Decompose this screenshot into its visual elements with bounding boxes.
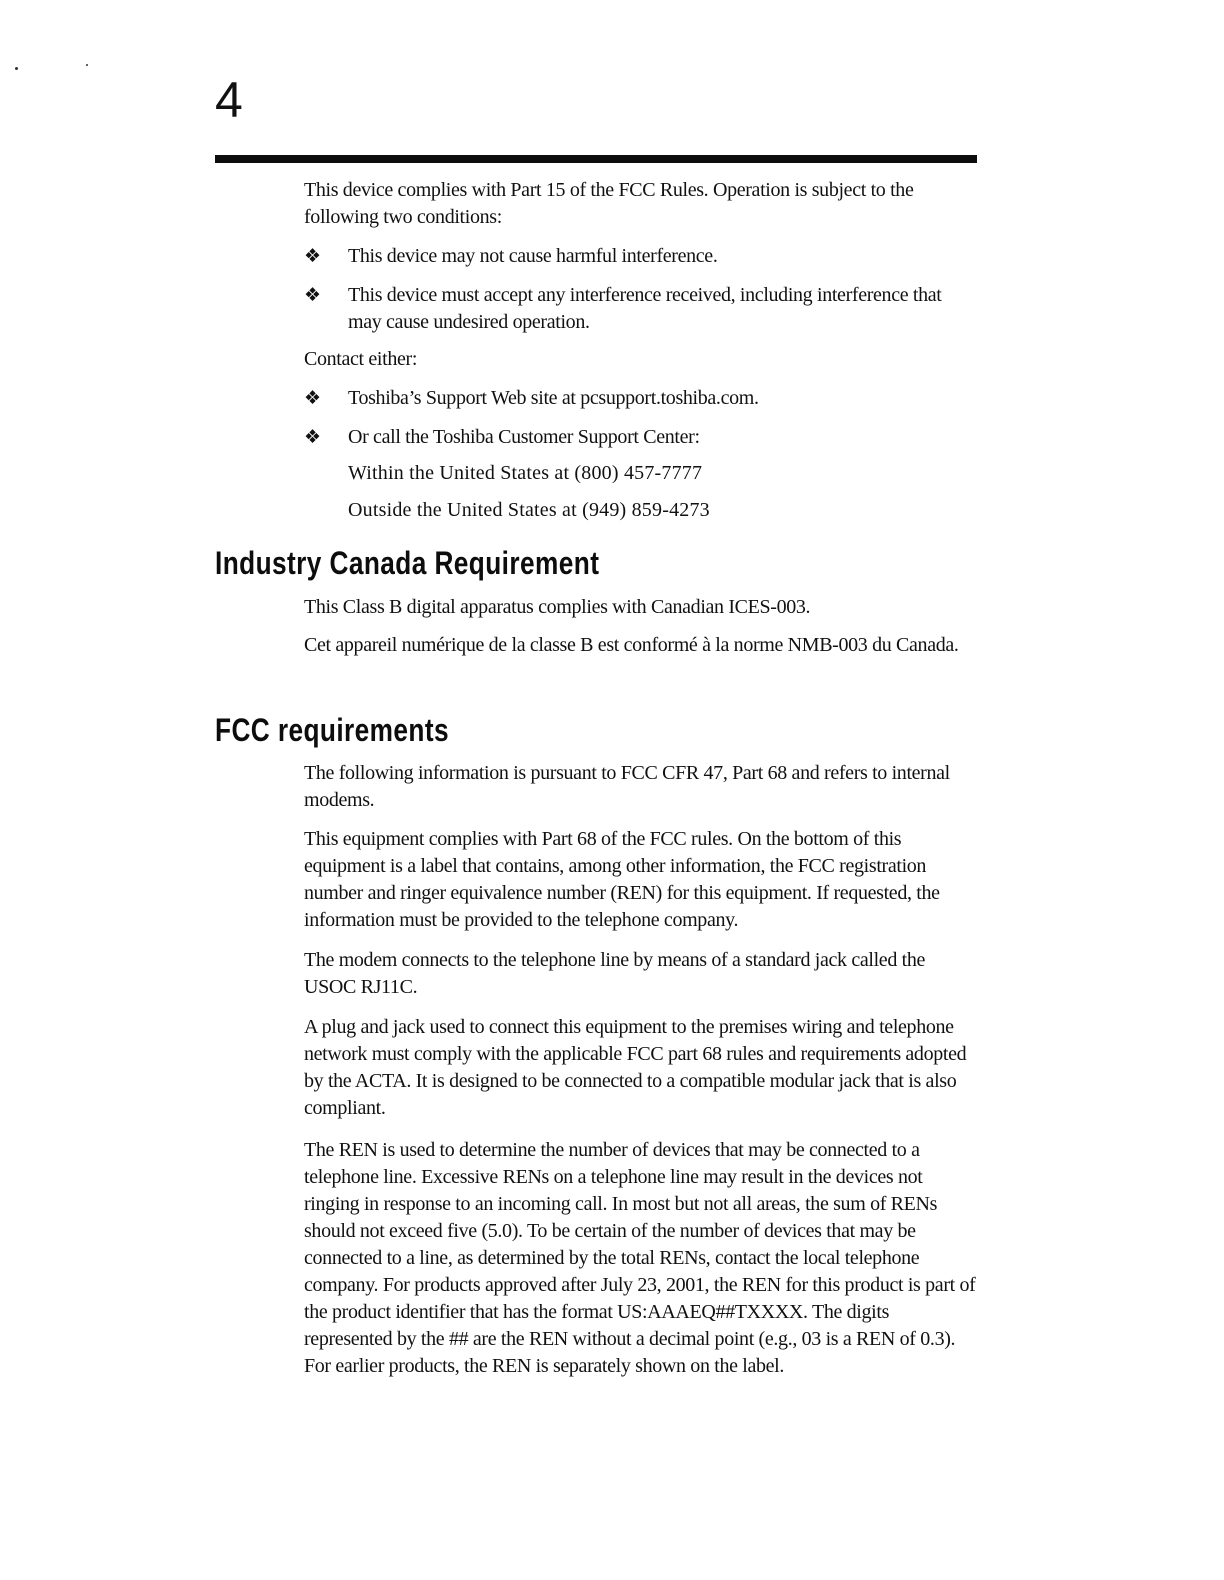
contact-text: Or call the Toshiba Customer Support Center: bbox=[348, 426, 700, 448]
contact-text: Toshiba’s Support Web site at pcsupport.toshiba.com. bbox=[348, 387, 759, 409]
diamond-bullet-icon: ❖ bbox=[304, 284, 321, 306]
phone-line-international: Outside the United States at (949) 859-4273 bbox=[348, 499, 710, 521]
diamond-bullet-icon: ❖ bbox=[304, 426, 321, 448]
scan-speck bbox=[15, 67, 18, 70]
contact-intro: Contact either: bbox=[304, 348, 418, 370]
ic-statement-en: This Class B digital apparatus complies with Canadian ICES-003. bbox=[304, 596, 811, 618]
part15-intro: This device complies with Part 15 of the FCC Rules. Operation is subject to the following two conditions: bbox=[304, 179, 914, 228]
header-rule bbox=[215, 155, 977, 163]
phone-line-us: Within the United States at (800) 457-7777 bbox=[348, 462, 703, 484]
scan-speck bbox=[86, 64, 88, 66]
section-heading-fcc-requirements: FCC requirements bbox=[215, 712, 450, 748]
section-heading-industry-canada: Industry Canada Requirement bbox=[215, 545, 600, 581]
ic-statement-fr: Cet appareil numérique de la classe B est conformé à la norme NMB-003 du Canada. bbox=[304, 634, 959, 656]
fcc-paragraph: A plug and jack used to connect this equipment to the premises wiring and telephone network must comply with the applicable FCC part 68 rules and requirements adopted by the ACTA. It is designed to be connected to a compatible modular jack that is also compliant. bbox=[304, 1016, 967, 1119]
fcc-paragraph: The REN is used to determine the number of devices that may be connected to a telephone line. Excessive RENs on a telephone line may result in the devices not ringing in response to an incoming call. In most but not all areas, the sum of RENs should not exceed five (5.0). To be certain of the number of devices that may be connected to a line, as determined by the total RENs, contact the local telephone company. For products approved after July 23, 2001, the REN for this product is part of the product identifier that has the format US:AAAEQ##TXXXX. The digits represented by the ## are the REN without a decimal point (e.g., 03 is a REN of 0.3). For earlier products, the REN is separately shown on the label. bbox=[304, 1139, 976, 1377]
page-number: 4 bbox=[215, 72, 243, 128]
diamond-bullet-icon: ❖ bbox=[304, 245, 321, 267]
condition-text: This device may not cause harmful interference. bbox=[348, 245, 718, 267]
condition-text: This device must accept any interference received, including interference that may cause undesired operation. bbox=[348, 284, 942, 333]
fcc-paragraph: The following information is pursuant to FCC CFR 47, Part 68 and refers to internal modems. bbox=[304, 762, 950, 811]
diamond-bullet-icon: ❖ bbox=[304, 387, 321, 409]
fcc-paragraph: This equipment complies with Part 68 of the FCC rules. On the bottom of this equipment is a label that contains, among other information, the FCC registration number and ringer equivalence number (REN) for this equipment. If requested, the information must be provided to the telephone company. bbox=[304, 828, 940, 931]
fcc-paragraph: The modem connects to the telephone line by means of a standard jack called the USOC RJ11C. bbox=[304, 949, 926, 998]
